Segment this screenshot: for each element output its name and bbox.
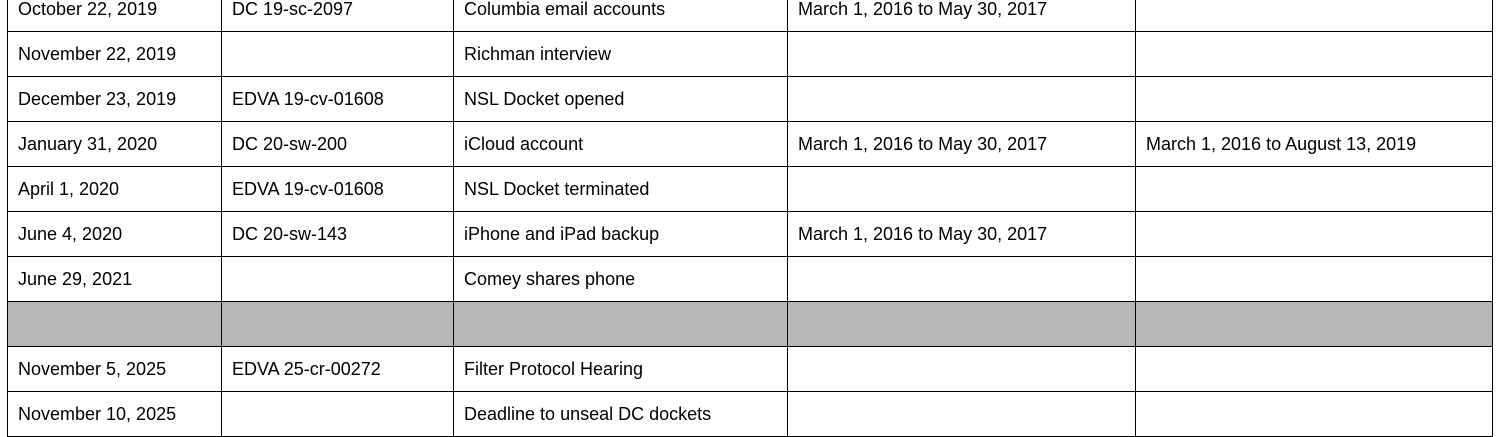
table-row [8,32,1493,77]
date-range-cell: March 1, 2016 to May 30, 2017 [788,0,1136,32]
event-cell: iPhone and iPad backup [454,212,788,257]
extended-range-cell [1136,77,1493,122]
extended-range-cell [1136,167,1493,212]
table-row [8,257,1493,302]
extended-range-cell [1136,302,1493,347]
event-cell: Filter Protocol Hearing [454,347,788,392]
date-range-cell [788,167,1136,212]
table-row [8,77,1493,122]
docket-cell: DC 19-sc-2097 [222,0,454,32]
event-cell: Richman interview [454,32,788,77]
separator-row [8,302,1493,347]
date-range-cell [788,32,1136,77]
docket-cell: EDVA 19-cv-01608 [222,167,454,212]
date-range-cell [788,257,1136,302]
docket-cell: EDVA 25-cr-00272 [222,347,454,392]
event-cell: iCloud account [454,122,788,167]
event-cell: Comey shares phone [454,257,788,302]
date-cell: November 10, 2025 [8,392,222,437]
date-cell: June 4, 2020 [8,212,222,257]
table-row [8,212,1493,257]
event-cell [454,302,788,347]
date-range-cell [788,347,1136,392]
table-row [8,167,1493,212]
docket-cell: DC 20-sw-200 [222,122,454,167]
event-cell: Deadline to unseal DC dockets [454,392,788,437]
docket-cell [222,32,454,77]
extended-range-cell: March 1, 2016 to August 13, 2019 [1136,122,1493,167]
timeline-table [7,0,1493,437]
date-cell: December 23, 2019 [8,77,222,122]
event-cell: Columbia email accounts [454,0,788,32]
date-cell: November 5, 2025 [8,347,222,392]
table-body [8,0,1493,437]
extended-range-cell [1136,212,1493,257]
extended-range-cell [1136,347,1493,392]
date-cell: October 22, 2019 [8,0,222,32]
date-cell: April 1, 2020 [8,167,222,212]
extended-range-cell [1136,257,1493,302]
docket-cell: EDVA 19-cv-01608 [222,77,454,122]
docket-cell [222,257,454,302]
table-row [8,122,1493,167]
table-row [8,0,1493,32]
date-cell: June 29, 2021 [8,257,222,302]
event-cell: NSL Docket terminated [454,167,788,212]
date-cell: January 31, 2020 [8,122,222,167]
extended-range-cell [1136,0,1493,32]
table-row [8,347,1493,392]
extended-range-cell [1136,32,1493,77]
date-range-cell: March 1, 2016 to May 30, 2017 [788,122,1136,167]
event-cell: NSL Docket opened [454,77,788,122]
date-cell: November 22, 2019 [8,32,222,77]
timeline-table-container [7,0,1493,437]
date-range-cell: March 1, 2016 to May 30, 2017 [788,212,1136,257]
date-cell [8,302,222,347]
date-range-cell [788,77,1136,122]
docket-cell [222,302,454,347]
date-range-cell [788,302,1136,347]
docket-cell: DC 20-sw-143 [222,212,454,257]
